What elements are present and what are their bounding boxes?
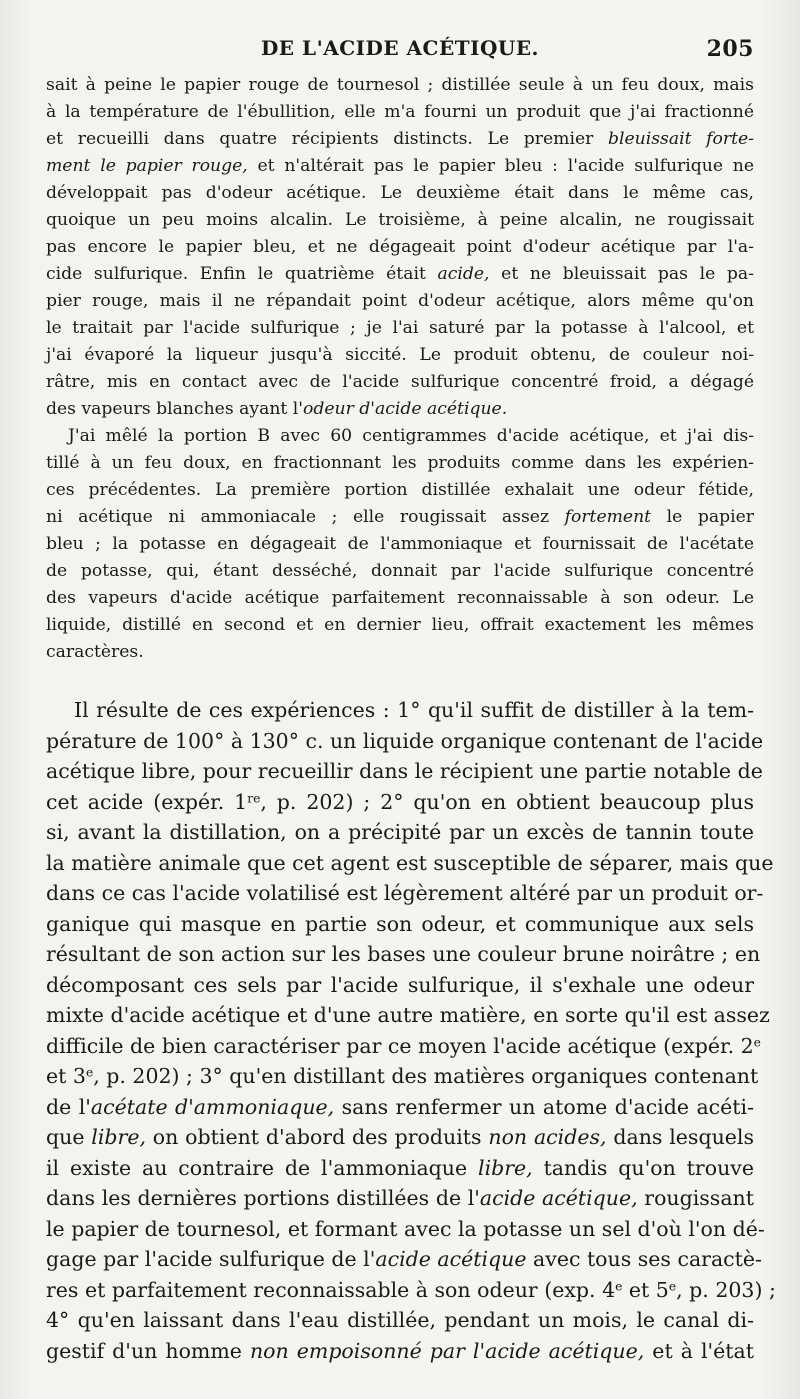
text-line: résultant de son action sur les bases une couleur brune noirâtre ; en xyxy=(46,942,761,966)
text-line: Il résulte de ces expériences : 1° qu'il suffit de distiller à la tem- xyxy=(74,698,754,722)
text-line: si, avant la distillation, on a précipité par un excès de tannin toute xyxy=(46,820,754,844)
text-line: que libre, on obtient d'abord des produits non acides, dans lesquels xyxy=(46,1125,754,1149)
text-line: à la température de l'ébullition, elle m'a fourni un produit que j'ai fractionné xyxy=(46,102,754,122)
text-line: cet acide (expér. 1re, p. 202) ; 2° qu'on en obtient beaucoup plus xyxy=(46,789,754,814)
text-line: gestif d'un homme non empoisonné par l'acide acétique, et à l'état xyxy=(46,1338,754,1363)
text-line: liquide, distillé en second et en dernier lieu, offrait exactement les mêmes xyxy=(46,615,754,635)
text-line: res et parfaitement reconnaissable à son odeur (exp. 4e et 5e, p. 203) ; xyxy=(46,1277,776,1302)
text-line: pérature de 100° à 130° c. un liquide organique contenant de l'acide xyxy=(46,728,764,753)
text-line: tillé à un feu doux, en fractionnant les produits comme dans les expérien- xyxy=(46,453,754,473)
text-line: des vapeurs d'acide acétique parfaitement reconnaissable à son odeur. Le xyxy=(46,588,754,608)
paragraph-small-type xyxy=(46,72,754,666)
text-line: et recueilli dans quatre récipients distincts. Le premier bleuissait forte- xyxy=(46,129,754,149)
text-line: caractères. xyxy=(46,642,144,662)
page-header xyxy=(46,36,754,66)
text-line: bleu ; la potasse en dégageait de l'ammoniaque et fournissait de l'acétate xyxy=(46,534,754,554)
text-line: gage par l'acide sulfurique de l'acide acétique avec tous ses caractè- xyxy=(46,1247,762,1271)
text-line: de l'acétate d'ammoniaque, sans renfermer un atome d'acide acéti- xyxy=(46,1094,754,1119)
text-line: pier rouge, mais il ne répandait point d'odeur acétique, alors même qu'on xyxy=(46,291,754,311)
text-line: ces précédentes. La première portion distillée exhalait une odeur fétide, xyxy=(46,480,754,500)
text-line: sait à peine le papier rouge de tournesol ; distillée seule à un feu doux, mais xyxy=(46,75,754,95)
text-line: il existe au contraire de l'ammoniaque libre, tandis qu'on trouve xyxy=(46,1155,754,1180)
text-line: dans les dernières portions distillées de l'acide acétique, rougissant xyxy=(46,1186,754,1210)
text-line: décomposant ces sels par l'acide sulfurique, il s'exhale une odeur xyxy=(46,972,754,997)
text-line: ganique qui masque en partie son odeur, et communique aux sels xyxy=(46,911,754,936)
text-line: de potasse, qui, étant desséché, donnait par l'acide sulfurique concentré xyxy=(46,561,754,581)
page-number: 205 xyxy=(706,36,754,62)
text-line: J'ai mêlé la portion B avec 60 centigrammes d'acide acétique, et j'ai dis- xyxy=(68,426,754,446)
text-line: pas encore le papier bleu, et ne dégageait point d'odeur acétique par l'a- xyxy=(46,237,754,257)
text-line: ment le papier rouge, et n'altérait pas le papier bleu : l'acide sulfurique ne xyxy=(46,156,754,176)
text-line: râtre, mis en contact avec de l'acide sulfurique concentré froid, a dégagé xyxy=(46,372,754,392)
text-line: j'ai évaporé la liqueur jusqu'à siccité. Le produit obtenu, de couleur noi- xyxy=(46,345,754,365)
text-line: acétique libre, pour recueillir dans le récipient une partie notable de xyxy=(46,759,763,783)
text-line: le traitait par l'acide sulfurique ; je l'ai saturé par la potasse à l'alcool, et xyxy=(46,318,754,338)
paragraph-large-type xyxy=(46,695,776,1366)
text-line: développait pas d'odeur acétique. Le deuxième était dans le même cas, xyxy=(46,183,754,203)
text-line: quoique un peu moins alcalin. Le troisième, à peine alcalin, ne rougissait xyxy=(46,210,754,230)
text-line: dans ce cas l'acide volatilisé est légèrement altéré par un produit or- xyxy=(46,881,764,905)
text-line: cide sulfurique. Enfin le quatrième était acide, et ne bleuissait pas le pa- xyxy=(46,264,754,284)
running-title: DE L'ACIDE ACÉTIQUE. xyxy=(260,36,540,60)
text-line: des vapeurs blanches ayant l'odeur d'acide acétique. xyxy=(46,399,508,419)
text-line: et 3e, p. 202) ; 3° qu'en distillant des matières organiques contenant xyxy=(46,1064,759,1088)
text-line: la matière animale que cet agent est susceptible de séparer, mais que xyxy=(46,850,774,875)
text-line: le papier de tournesol, et formant avec la potasse un sel d'où l'on dé- xyxy=(46,1216,765,1241)
text-line: mixte d'acide acétique et d'une autre matière, en sorte qu'il est assez xyxy=(46,1003,770,1027)
text-line: ni acétique ni ammoniacale ; elle rougissait assez fortement le papier xyxy=(46,507,755,527)
text-line: difficile de bien caractériser par ce moyen l'acide acétique (expér. 2e xyxy=(46,1033,761,1058)
text-line: 4° qu'en laissant dans l'eau distillée, pendant un mois, le canal di- xyxy=(46,1308,754,1332)
